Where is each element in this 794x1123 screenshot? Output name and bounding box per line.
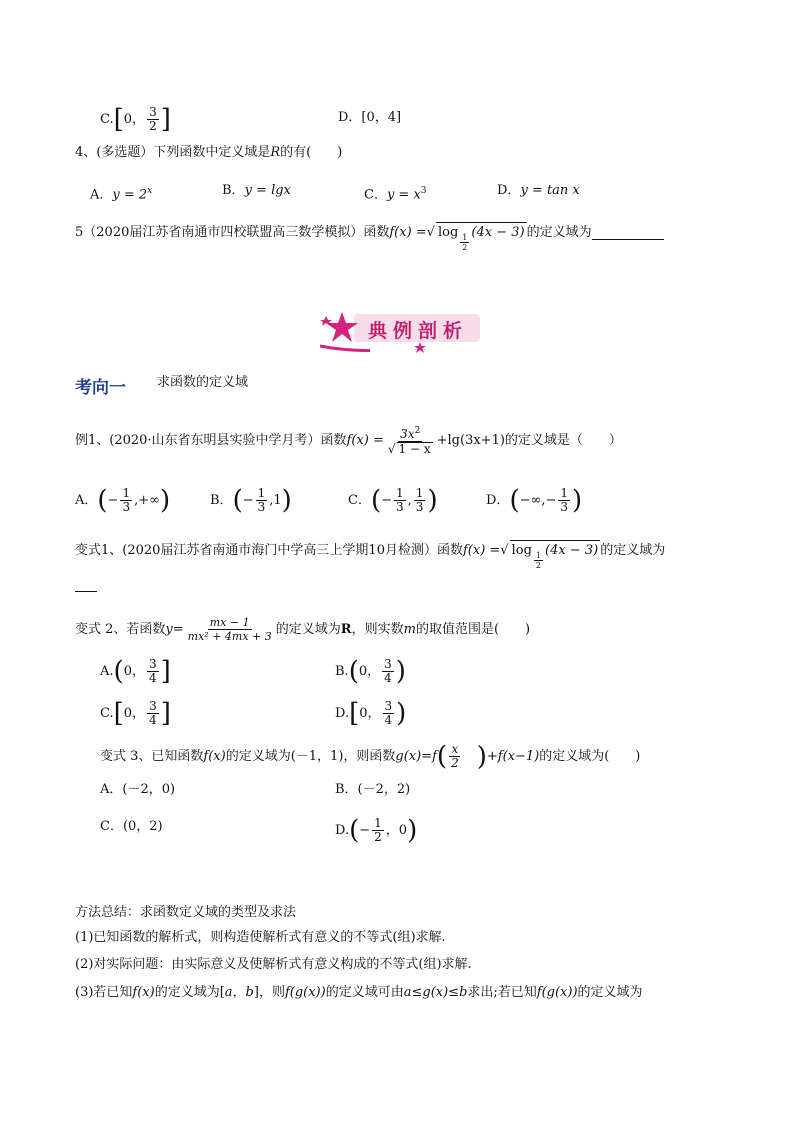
section-title: 考向一 [75,378,126,398]
text: ]，则 [253,985,285,1000]
variant2-option-d [335,700,406,727]
fraction [120,487,132,514]
fraction [372,817,384,844]
stem-text: 5（2020届江苏省南通市四校联盟高三数学模拟）函数 [75,225,390,240]
denominator: 2 [451,756,459,770]
bracket-left: [ [113,104,124,135]
formula: y = 2 [112,187,148,203]
paren-left: ( [232,485,243,516]
paren-right: ) [407,815,418,846]
example1-option-b [210,487,292,514]
radicand: 1 − x [398,442,431,456]
formula: y = x [386,187,421,203]
option-label: A． [90,187,113,203]
numerator: mx − 1 [209,616,250,629]
fraction [394,487,406,514]
paren-left: ( [113,656,124,687]
log-base [460,233,469,252]
function-name: f(x) = [462,543,501,558]
denominator: 2 [462,242,468,252]
example1-option-d [486,487,582,514]
paren-right: ) [571,485,583,516]
bracket-right: ] [160,656,171,687]
option-label: B． [222,183,245,198]
log-text: log [437,225,459,240]
option-label: C. [100,112,114,127]
value: ,1 [269,493,282,508]
value: −∞,− [519,493,557,508]
fraction [147,700,159,727]
plus: + [486,749,498,764]
formula: a，b [224,985,254,1000]
denominator: 4 [149,713,157,727]
numerator [398,425,422,442]
numerator: 1 [122,486,131,500]
denominator: mx² + 4mx + 3 [187,630,272,643]
variant1-stem [75,540,665,570]
function-g: g(x)=f [395,749,437,764]
stem-mid: 的定义域为 [275,622,341,637]
denominator: 3 [122,500,131,514]
q3-option-c [100,106,171,133]
stem-tail: ，则实数 [351,622,404,637]
text: 的定义域可由 [325,985,404,1000]
radicand [510,540,601,570]
log-term: +lg(3x+1) [436,433,505,448]
fraction [558,487,570,514]
fraction [147,658,159,685]
option-label: A. [100,664,114,679]
variant3-option-c: C．(0，2) [100,819,163,834]
numerator: 1 [257,486,266,500]
denominator: 4 [384,713,393,727]
paren-right: ) [427,485,438,516]
minus: − [359,823,371,838]
stem-tail: 的定义域为 [600,543,666,558]
log-text: log [511,543,532,558]
value: ，0 [385,823,408,838]
example1-option-a [75,487,170,514]
variant2-stem [75,616,530,643]
numerator: 3 [384,699,393,713]
denominator: 2 [374,830,382,844]
q4-option-a [90,181,152,205]
stem-tail: 的定义域为 [526,225,592,240]
formula: f(g(x)) [284,985,326,1000]
q4-stem [75,143,342,163]
text: 求出;若已知 [467,985,537,1000]
paren-right: ) [396,698,407,729]
fraction [414,487,426,514]
variant3-stem [100,743,640,770]
denominator: 4 [148,671,157,685]
stem-text: 变式 3、已知函数 [100,749,204,764]
exponent: 3 [420,186,427,196]
minus: − [242,493,254,508]
stem-text: 4、(多选题）下列函数中定义域是 [75,145,271,160]
log-argument: (4x − 3) [545,543,599,558]
paren-left: ( [436,741,448,772]
paren-right: ) [395,656,406,687]
small-star-icon [414,342,426,354]
answer-blank[interactable] [592,225,664,240]
numerator-text: 3x [400,427,415,441]
function-name: f(x) [203,749,226,764]
variant3-option-b: B．(－2，2) [335,782,411,797]
formula: f(g(x)) [536,985,578,1000]
bracket-right: ] [160,698,171,729]
value: 0， [358,664,381,679]
star-icon [320,308,370,352]
set-symbol: R [270,145,281,160]
text: 的定义域为 [577,985,643,1000]
example1-stem [75,425,622,456]
function-name: f(x) = [389,225,427,240]
summary-item-2: (2)对实际问题：由实际意义及使解析式有意义构成的不等式(组)求解. [75,957,472,972]
summary-item-1: (1)已知函数的解析式，则构造使解析式有意义的不等式(组)求解. [75,930,446,945]
radicand [436,222,527,252]
denominator: √ 1 − x [387,442,431,456]
function-term: f(x−1) [497,749,540,764]
bracket-left: [ [349,698,360,729]
paren-left: ( [97,485,108,516]
numerator: 1 [462,232,468,242]
fraction [386,425,435,456]
banner-title: 典例剖析 [368,320,469,342]
formula: a≤g(x)≤b [403,985,468,1000]
option-label: A． [75,493,98,508]
summary-item-3 [75,983,643,1003]
numerator: 1 [396,486,404,500]
paren-left: ( [370,485,382,516]
numerator: 3 [149,105,157,119]
variant2-option-a [100,658,171,685]
denominator: 2 [149,119,157,133]
bracket-right: ] [160,104,171,135]
paren-left: ( [349,815,360,846]
stem-text: 例1、(2020·山东省东明县实验中学月考）函数 [75,433,347,448]
option-label: C． [348,493,371,508]
minus: − [381,493,393,508]
option-label: D． [486,493,510,508]
value: 0， [123,664,145,679]
paren-left: ( [509,485,520,516]
text: 的定义域为[ [154,985,225,1000]
option-label: C． [364,187,387,203]
fraction [383,700,395,727]
minus: − [107,493,119,508]
numerator: 3 [149,699,157,713]
option-label: D. [335,823,350,838]
numerator: x [451,742,459,756]
fraction [256,487,268,514]
value: ,+∞ [134,493,160,508]
stem-tail: 的定义域为( ) [539,749,641,764]
paren-left: ( [348,656,359,687]
denominator: 4 [384,671,392,685]
bracket-left: [ [113,698,124,729]
stem-text: 变式 2、若函数 [75,622,166,637]
numerator: 1 [374,816,382,830]
comma: , [407,493,412,508]
y-symbol: y= [165,622,184,637]
formula: f(x) [132,985,155,1000]
denominator: 3 [415,500,424,514]
numerator: 1 [415,486,424,500]
fraction [147,106,159,133]
stem-tail-2: 的取值范围是( ) [415,622,531,637]
log-argument: (4x − 3) [471,225,525,240]
numerator: 3 [148,657,157,671]
fraction [382,658,394,685]
exponent: 2 [414,426,421,436]
function-name: f(x) = [346,433,384,448]
stem-text: 变式1、(2020届江苏省南通市海门中学高三上学期10月检测）函数 [75,543,463,558]
answer-blank[interactable] [75,590,97,592]
option-label: D. [335,706,350,721]
fraction [449,743,461,770]
value: 0， [123,112,146,127]
denominator: 3 [396,500,404,514]
stem-tail: 的定义域是（ ） [504,433,622,448]
paren-right: ) [281,485,292,516]
option-label: B. [335,664,349,679]
log-base [534,551,543,570]
set-symbol: R [340,622,352,637]
exponent: x [147,186,153,196]
section-banner [320,308,490,352]
q4-option-c [364,181,427,205]
fraction [186,616,274,643]
paren-right: ) [476,741,487,772]
variable-symbol: m [403,622,416,637]
sqrt-symbol: √ [500,543,509,558]
section-subtitle: 求函数的定义域 [157,375,249,390]
paren-right: ) [159,485,171,516]
text: (3)若已知 [75,985,133,1000]
sqrt-symbol: √ [426,225,435,240]
value: 0， [123,706,146,721]
summary-title: 方法总结：求函数定义域的类型及求法 [75,905,297,920]
variant2-option-b [335,658,406,685]
q5-stem [75,222,664,252]
value: 0， [359,706,381,721]
variant3-option-d [335,817,417,844]
stem-mid: 的定义域为(－1，1)，则函数 [225,749,396,764]
variant2-option-c [100,700,171,727]
numerator: 1 [535,550,541,560]
q4-option-b [222,181,291,201]
example1-option-c [348,487,438,514]
formula: y = lgx [244,183,291,198]
denominator: 3 [257,500,266,514]
denominator: 2 [535,560,541,570]
denominator: 3 [560,500,568,514]
stem-tail: 的有( ) [280,145,343,160]
option-label: B． [210,493,233,508]
numerator: 1 [560,486,568,500]
q3-option-d: D．[0，4] [338,110,402,125]
formula: y = tan x [520,183,580,198]
variant3-option-a: A．(－2，0) [100,782,176,797]
q4-option-d [497,181,580,201]
option-label: D． [497,183,521,198]
numerator: 3 [384,657,392,671]
option-label: C. [100,706,114,721]
